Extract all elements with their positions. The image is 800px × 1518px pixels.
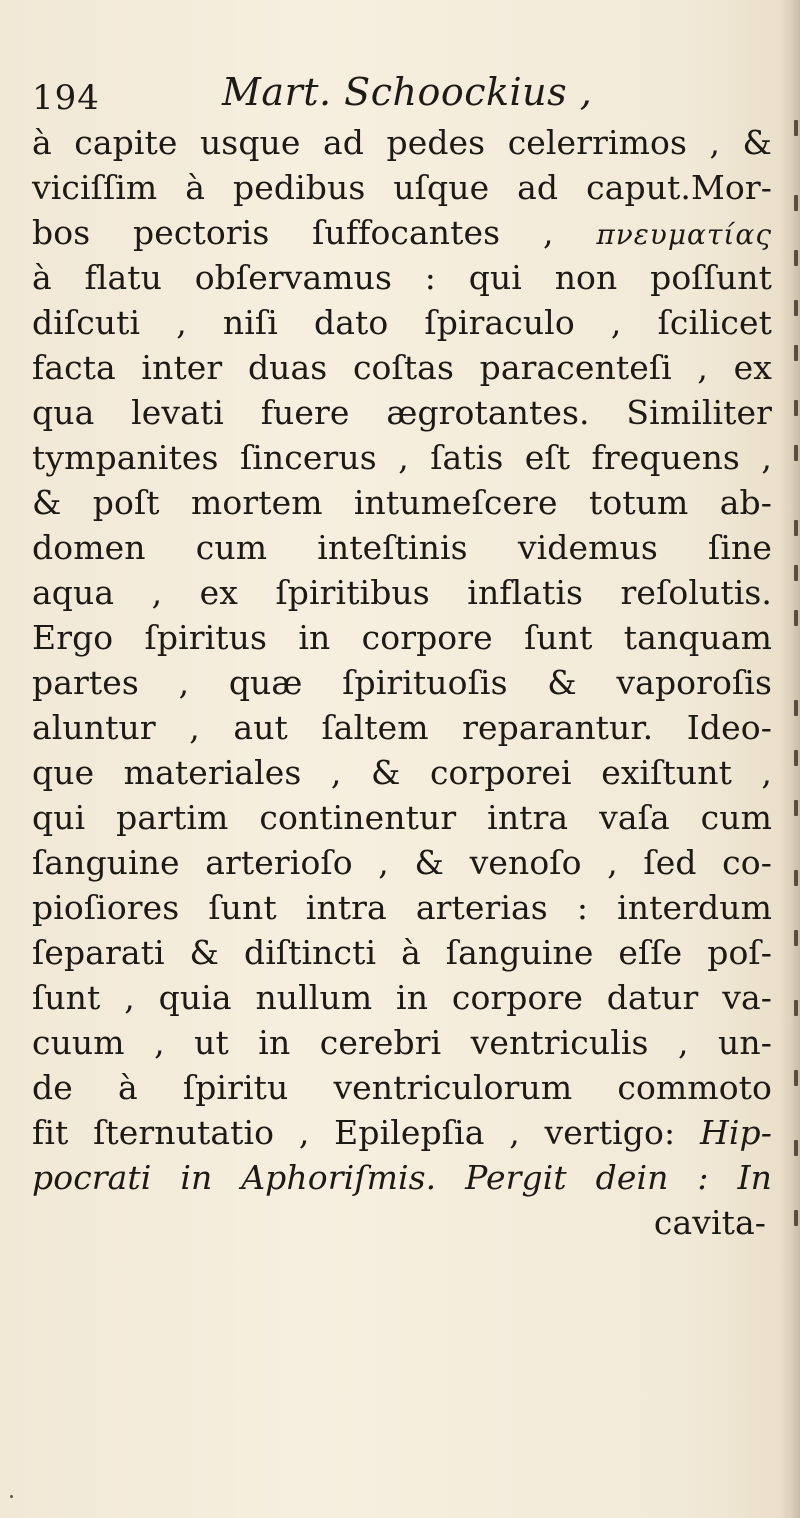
text-line: diſcuti , niſi dato ſpiraculo , ſcilicet <box>32 303 772 342</box>
text-line: viciſſim à pedibus uſque ad caput.Mor- <box>32 168 772 207</box>
text-line: à flatu obſervamus : qui non poſſunt <box>32 258 772 297</box>
page-header <box>32 70 752 124</box>
text-line: pocrati in Aphoriſmis. Pergit dein : In <box>32 1158 772 1197</box>
text-line: partes , quæ ſpirituoſis & vaporoſis <box>32 663 772 702</box>
text-line <box>32 1110 772 1155</box>
text-line-segment: fit ſternutatio , Epilepſia , vertigo: <box>32 1113 676 1152</box>
text-line: que materiales , & corporei exiſtunt , <box>32 753 772 792</box>
italic-word: Hip- <box>699 1113 772 1152</box>
text-line: de à ſpiritu ventriculorum commoto <box>32 1068 772 1107</box>
text-line: aluntur , aut ſaltem reparantur. Ideo- <box>32 708 772 747</box>
text-line: pioſiores ſunt intra arterias : interdum <box>32 888 772 927</box>
running-head: Mart. Schoockius , <box>222 70 593 114</box>
paper-speck <box>10 1495 13 1498</box>
page-number: 194 <box>32 78 100 118</box>
text-line: qui partim continentur intra vaſa cum <box>32 798 772 837</box>
text-line: à capite usque ad pedes celerrimos , & <box>32 123 772 162</box>
text-line: & poſt mortem intumeſcere totum ab- <box>32 483 772 522</box>
text-line: cuum , ut in cerebri ventriculis , un- <box>32 1023 772 1062</box>
text-line: domen cum inteſtinis videmus ſine <box>32 528 772 567</box>
text-line: qua levati fuere ægrotantes. Similiter <box>32 393 772 432</box>
adjacent-page-edge-marks <box>788 100 798 1250</box>
catchword: cavita- <box>653 1203 766 1242</box>
greek-word: πνευματίας <box>596 218 772 251</box>
text-line <box>32 210 772 255</box>
body-text <box>32 120 772 1245</box>
text-line: Ergo ſpiritus in corpore ſunt tanquam <box>32 618 772 657</box>
text-line: tympanites ſincerus , ſatis eſt frequens , <box>32 438 772 477</box>
text-line: aqua , ex ſpiritibus inflatis reſolutis. <box>32 573 772 612</box>
text-line-segment: bos pectoris ſuffocantes , <box>32 213 554 252</box>
text-line: facta inter duas coſtas paracenteſi , ex <box>32 348 772 387</box>
text-line: ſeparati & diſtincti à ſanguine eſſe poſ- <box>32 933 772 972</box>
text-line: ſunt , quia nullum in corpore datur va- <box>32 978 772 1017</box>
text-line: ſanguine arterioſo , & venoſo , ſed co- <box>32 843 772 882</box>
